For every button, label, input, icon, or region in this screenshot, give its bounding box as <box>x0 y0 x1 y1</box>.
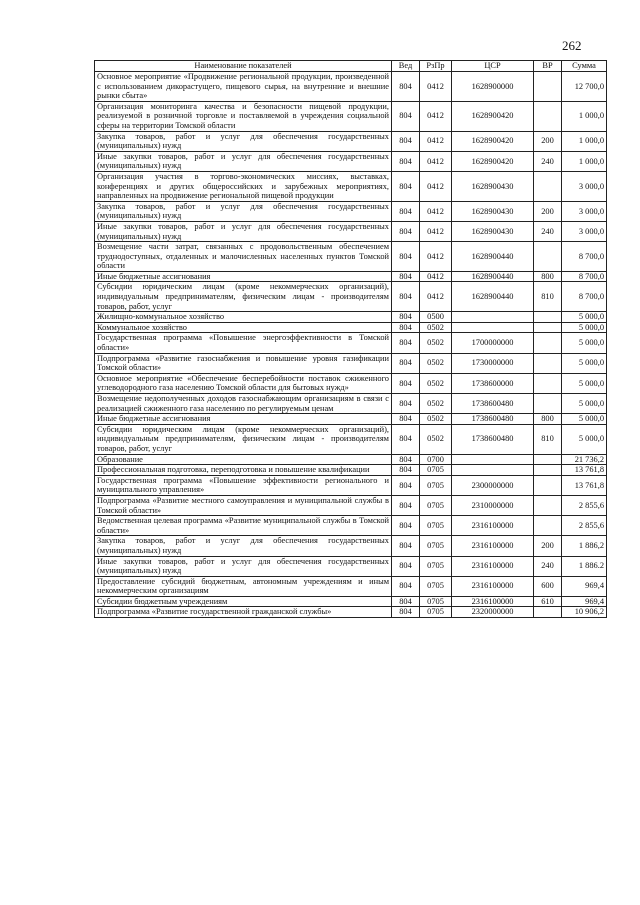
cell-name: Подпрограмма «Развитие местного самоуправления и муниципальной службы в Томской области» <box>95 495 392 515</box>
cell-name: Основное мероприятие «Продвижение региональной продукции, произведенной с использованием дикорастущего, пищевого сырья, на внутренние и внешние рынки сбыта» <box>95 72 392 102</box>
cell-ved: 804 <box>392 201 420 221</box>
cell-vr <box>534 333 562 353</box>
cell-rzpr: 0412 <box>420 72 452 102</box>
cell-ved: 804 <box>392 607 420 618</box>
cell-name: Образование <box>95 454 392 465</box>
cell-name: Возмещение недополученных доходов газоснабжающим организациям в связи с реализацией сжиженного газа населению по регулируемым ценам <box>95 394 392 414</box>
cell-name: Субсидии юридическим лицам (кроме некоммерческих организаций), индивидуальным предпринимателям, физическим лицам - производителям товаров, работ, услуг <box>95 424 392 454</box>
table-row <box>95 465 607 476</box>
cell-csr: 1700000000 <box>452 333 534 353</box>
cell-name: Подпрограмма «Развитие газоснабжения и повышение уровня газификации Томской области» <box>95 353 392 373</box>
cell-sum: 5 000,0 <box>562 333 607 353</box>
cell-rzpr: 0412 <box>420 151 452 171</box>
cell-csr: 1738600480 <box>452 424 534 454</box>
cell-rzpr: 0500 <box>420 312 452 323</box>
cell-sum: 2 855,6 <box>562 516 607 536</box>
cell-vr: 240 <box>534 221 562 241</box>
cell-csr: 1628900430 <box>452 171 534 201</box>
cell-rzpr: 0705 <box>420 576 452 596</box>
cell-ved: 804 <box>392 221 420 241</box>
table-row <box>95 322 607 333</box>
cell-csr: 1628900000 <box>452 72 534 102</box>
cell-csr: 1738600480 <box>452 394 534 414</box>
cell-ved: 804 <box>392 536 420 556</box>
table-row <box>95 282 607 312</box>
cell-csr: 1628900430 <box>452 221 534 241</box>
cell-ved: 804 <box>392 424 420 454</box>
cell-name: Закупка товаров, работ и услуг для обеспечения государственных (муниципальных) нужд <box>95 131 392 151</box>
cell-name: Закупка товаров, работ и услуг для обеспечения государственных (муниципальных) нужд <box>95 201 392 221</box>
table-row <box>95 596 607 607</box>
cell-vr <box>534 475 562 495</box>
cell-name: Подпрограмма «Развитие государственной гражданской службы» <box>95 607 392 618</box>
table-row <box>95 201 607 221</box>
cell-sum: 13 761,8 <box>562 465 607 476</box>
table-row <box>95 516 607 536</box>
cell-ved: 804 <box>392 271 420 282</box>
cell-sum: 3 000,0 <box>562 201 607 221</box>
cell-rzpr: 0412 <box>420 171 452 201</box>
cell-csr: 1738600000 <box>452 373 534 393</box>
cell-vr: 600 <box>534 576 562 596</box>
cell-vr <box>534 171 562 201</box>
cell-vr <box>534 495 562 515</box>
cell-sum: 5 000,0 <box>562 322 607 333</box>
cell-ved: 804 <box>392 101 420 131</box>
cell-name: Возмещение части затрат, связанных с продовольственным обеспечением труднодоступных, отдаленных и малочисленных населенных пунктов Томской области <box>95 242 392 272</box>
cell-rzpr: 0705 <box>420 607 452 618</box>
table-row <box>95 414 607 425</box>
table-row <box>95 312 607 323</box>
cell-vr <box>534 72 562 102</box>
cell-sum: 8 700,0 <box>562 242 607 272</box>
cell-sum: 8 700,0 <box>562 271 607 282</box>
cell-rzpr: 0705 <box>420 596 452 607</box>
table-row <box>95 454 607 465</box>
cell-vr: 610 <box>534 596 562 607</box>
header-ved: Вед <box>392 61 420 72</box>
cell-rzpr: 0412 <box>420 221 452 241</box>
cell-name: Субсидии бюджетным учреждениям <box>95 596 392 607</box>
cell-vr: 240 <box>534 151 562 171</box>
cell-sum: 5 000,0 <box>562 414 607 425</box>
cell-ved: 804 <box>392 131 420 151</box>
cell-vr <box>534 373 562 393</box>
cell-sum: 13 761,8 <box>562 475 607 495</box>
cell-vr <box>534 516 562 536</box>
table-row <box>95 221 607 241</box>
cell-sum: 5 000,0 <box>562 394 607 414</box>
cell-ved: 804 <box>392 414 420 425</box>
cell-ved: 804 <box>392 475 420 495</box>
header-sum: Сумма <box>562 61 607 72</box>
cell-sum: 12 700,0 <box>562 72 607 102</box>
cell-csr <box>452 465 534 476</box>
cell-vr: 200 <box>534 131 562 151</box>
cell-ved: 804 <box>392 556 420 576</box>
cell-csr: 2316100000 <box>452 516 534 536</box>
cell-sum: 1 886.2 <box>562 556 607 576</box>
cell-ved: 804 <box>392 394 420 414</box>
cell-ved: 804 <box>392 72 420 102</box>
cell-ved: 804 <box>392 454 420 465</box>
cell-csr <box>452 454 534 465</box>
cell-ved: 804 <box>392 151 420 171</box>
cell-vr: 200 <box>534 201 562 221</box>
cell-vr <box>534 101 562 131</box>
cell-sum: 969,4 <box>562 576 607 596</box>
cell-name: Иные бюджетные ассигнования <box>95 414 392 425</box>
cell-name: Коммунальное хозяйство <box>95 322 392 333</box>
cell-csr: 1738600480 <box>452 414 534 425</box>
cell-sum: 10 906,2 <box>562 607 607 618</box>
cell-rzpr: 0705 <box>420 516 452 536</box>
header-vr: ВР <box>534 61 562 72</box>
cell-sum: 5 000,0 <box>562 353 607 373</box>
cell-ved: 804 <box>392 495 420 515</box>
cell-rzpr: 0412 <box>420 101 452 131</box>
cell-vr: 240 <box>534 556 562 576</box>
cell-sum: 1 886,2 <box>562 536 607 556</box>
cell-sum: 5 000,0 <box>562 312 607 323</box>
table-row <box>95 72 607 102</box>
table-row <box>95 151 607 171</box>
cell-ved: 804 <box>392 171 420 201</box>
cell-name: Организация мониторинга качества и безопасности пищевой продукции, реализуемой в розничной торговле и поставляемой в учреждения социальной сферы на территории Томской области <box>95 101 392 131</box>
cell-csr: 2320000000 <box>452 607 534 618</box>
cell-vr: 810 <box>534 282 562 312</box>
cell-rzpr: 0700 <box>420 454 452 465</box>
cell-name: Иные бюджетные ассигнования <box>95 271 392 282</box>
table-row <box>95 475 607 495</box>
cell-csr: 1628900420 <box>452 131 534 151</box>
cell-rzpr: 0705 <box>420 536 452 556</box>
cell-ved: 804 <box>392 333 420 353</box>
table-row <box>95 131 607 151</box>
cell-name: Основное мероприятие «Обеспечение бесперебойности поставок сжиженного углеводородного газа населению Томской области для бытовых нужд» <box>95 373 392 393</box>
cell-csr: 1628900440 <box>452 282 534 312</box>
cell-name: Профессиональная подготовка, переподготовка и повышение квалификации <box>95 465 392 476</box>
cell-sum: 21 736,2 <box>562 454 607 465</box>
cell-csr <box>452 312 534 323</box>
cell-rzpr: 0502 <box>420 414 452 425</box>
cell-rzpr: 0412 <box>420 271 452 282</box>
cell-rzpr: 0502 <box>420 353 452 373</box>
cell-sum: 1 000,0 <box>562 101 607 131</box>
cell-csr: 2316100000 <box>452 536 534 556</box>
header-csr: ЦСР <box>452 61 534 72</box>
cell-csr: 1628900440 <box>452 271 534 282</box>
cell-sum: 1 000,0 <box>562 151 607 171</box>
cell-name: Ведомственная целевая программа «Развитие муниципальной службы в Томской области» <box>95 516 392 536</box>
table-row <box>95 271 607 282</box>
cell-rzpr: 0502 <box>420 373 452 393</box>
cell-name: Предоставление субсидий бюджетным, автономным учреждениям и иным некоммерческим организациям <box>95 576 392 596</box>
cell-rzpr: 0412 <box>420 201 452 221</box>
cell-rzpr: 0502 <box>420 424 452 454</box>
cell-ved: 804 <box>392 373 420 393</box>
table-header-row <box>95 61 607 72</box>
cell-name: Организация участия в торгово-экономических миссиях, выставках, конференциях и других общероссийских и зарубежных мероприятиях, направленных на продвижение региональной пищевой продукции <box>95 171 392 201</box>
cell-vr <box>534 322 562 333</box>
cell-name: Иные закупки товаров, работ и услуг для обеспечения государственных (муниципальных) нужд <box>95 151 392 171</box>
cell-sum: 5 000,0 <box>562 373 607 393</box>
cell-sum: 5 000,0 <box>562 424 607 454</box>
cell-name: Закупка товаров, работ и услуг для обеспечения государственных (муниципальных) нужд <box>95 536 392 556</box>
cell-rzpr: 0412 <box>420 131 452 151</box>
cell-vr: 800 <box>534 271 562 282</box>
cell-vr: 810 <box>534 424 562 454</box>
cell-ved: 804 <box>392 312 420 323</box>
cell-sum: 1 000,0 <box>562 131 607 151</box>
cell-rzpr: 0502 <box>420 333 452 353</box>
cell-csr: 1628900420 <box>452 151 534 171</box>
cell-name: Жилищно-коммунальное хозяйство <box>95 312 392 323</box>
cell-rzpr: 0705 <box>420 475 452 495</box>
cell-csr: 1628900430 <box>452 201 534 221</box>
table-row <box>95 333 607 353</box>
cell-sum: 3 000,0 <box>562 171 607 201</box>
cell-csr: 2316100000 <box>452 596 534 607</box>
cell-ved: 804 <box>392 465 420 476</box>
cell-name: Иные закупки товаров, работ и услуг для обеспечения государственных (муниципальных) нужд <box>95 556 392 576</box>
header-rzpr: РзПр <box>420 61 452 72</box>
cell-vr <box>534 465 562 476</box>
page-number: 262 <box>562 38 582 53</box>
cell-sum: 3 000,0 <box>562 221 607 241</box>
cell-csr: 1628900440 <box>452 242 534 272</box>
cell-csr: 2300000000 <box>452 475 534 495</box>
cell-rzpr: 0502 <box>420 322 452 333</box>
cell-vr <box>534 242 562 272</box>
cell-rzpr: 0502 <box>420 394 452 414</box>
cell-ved: 804 <box>392 516 420 536</box>
cell-vr <box>534 312 562 323</box>
cell-vr <box>534 607 562 618</box>
table-row <box>95 373 607 393</box>
budget-table <box>94 60 607 618</box>
cell-rzpr: 0412 <box>420 242 452 272</box>
cell-csr <box>452 322 534 333</box>
cell-ved: 804 <box>392 322 420 333</box>
cell-csr: 1628900420 <box>452 101 534 131</box>
table-row <box>95 101 607 131</box>
cell-name: Иные закупки товаров, работ и услуг для обеспечения государственных (муниципальных) нужд <box>95 221 392 241</box>
header-name: Наименование показателей <box>95 61 392 72</box>
cell-sum: 8 700,0 <box>562 282 607 312</box>
cell-ved: 804 <box>392 353 420 373</box>
table-body <box>95 72 607 618</box>
table-row <box>95 353 607 373</box>
table-row <box>95 607 607 618</box>
cell-vr <box>534 394 562 414</box>
cell-csr: 1730000000 <box>452 353 534 373</box>
cell-vr: 200 <box>534 536 562 556</box>
cell-ved: 804 <box>392 576 420 596</box>
cell-rzpr: 0705 <box>420 495 452 515</box>
cell-csr: 2310000000 <box>452 495 534 515</box>
cell-vr <box>534 454 562 465</box>
table-row <box>95 536 607 556</box>
table-row <box>95 576 607 596</box>
cell-name: Государственная программа «Повышение эффективности регионального и муниципального управления» <box>95 475 392 495</box>
table-row <box>95 556 607 576</box>
cell-name: Государственная программа «Повышение энергоэффективности в Томской области» <box>95 333 392 353</box>
cell-csr: 2316100000 <box>452 556 534 576</box>
cell-ved: 804 <box>392 282 420 312</box>
cell-ved: 804 <box>392 596 420 607</box>
cell-rzpr: 0705 <box>420 465 452 476</box>
cell-vr <box>534 353 562 373</box>
cell-csr: 2316100000 <box>452 576 534 596</box>
cell-name: Субсидии юридическим лицам (кроме некоммерческих организаций), индивидуальным предпринимателям, физическим лицам - производителям товаров, работ, услуг <box>95 282 392 312</box>
table-row <box>95 242 607 272</box>
table-row <box>95 495 607 515</box>
cell-ved: 804 <box>392 242 420 272</box>
cell-vr: 800 <box>534 414 562 425</box>
cell-rzpr: 0705 <box>420 556 452 576</box>
table-row <box>95 394 607 414</box>
cell-rzpr: 0412 <box>420 282 452 312</box>
table-row <box>95 424 607 454</box>
cell-sum: 969,4 <box>562 596 607 607</box>
cell-sum: 2 855,6 <box>562 495 607 515</box>
table-row <box>95 171 607 201</box>
